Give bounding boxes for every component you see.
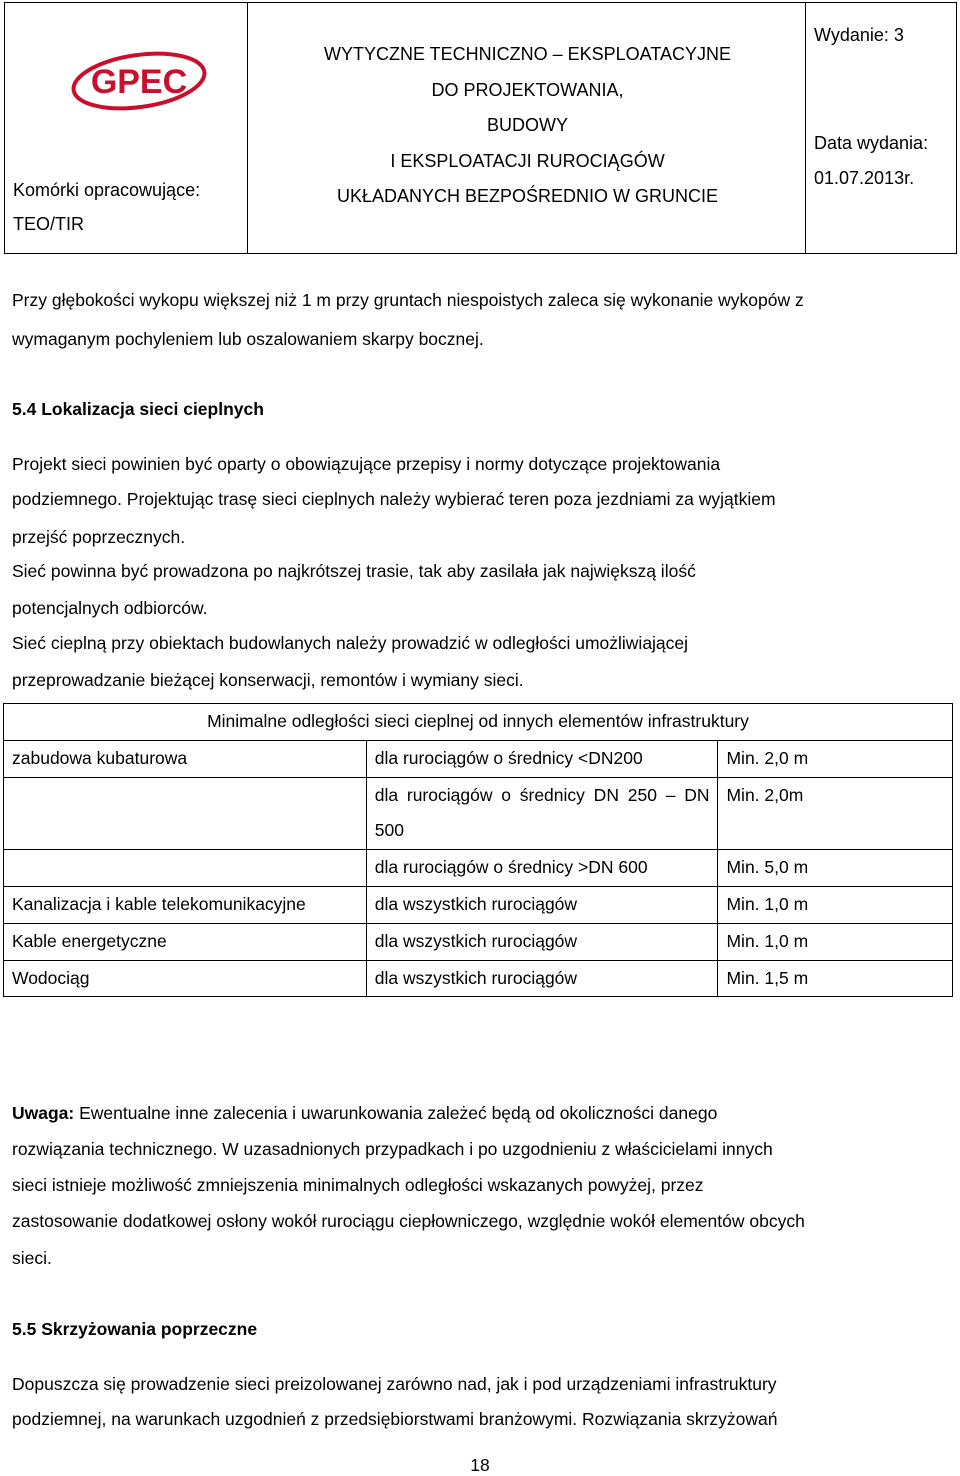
table-cell: Min. 1,5 m <box>718 960 953 997</box>
text-line: Projekt sieci powinien być oparty o obowiązujące przepisy i normy dotyczące projektowania <box>12 454 721 474</box>
paragraph-skrzyzowania <box>12 1367 949 1403</box>
text-line: sieci. <box>12 1248 52 1268</box>
header-title-cell <box>247 2 806 254</box>
table-cell <box>4 850 367 887</box>
table-row <box>4 850 953 887</box>
paragraph-siec <box>12 554 949 590</box>
komorki-value: TEO/TIR <box>13 214 84 234</box>
text-line: Sieć powinna być prowadzona po najkrótszej trasie, tak aby zasilała jak największą ilość <box>12 561 696 581</box>
title-line: BUDOWY <box>487 115 568 136</box>
section-heading-5-4: 5.4 Lokalizacja sieci cieplnych <box>12 399 264 419</box>
note-line-2 <box>12 1132 949 1168</box>
paragraph-projekt <box>12 447 949 483</box>
table-cell: Min. 2,0m <box>718 777 953 850</box>
text-line: Dopuszcza się prowadzenie sieci preizolowanej zarówno nad, jak i pod urządzeniami infrastruktury <box>12 1374 777 1394</box>
table-cell: dla wszystkich rurociągów <box>366 960 718 997</box>
title-line: DO PROJEKTOWANIA, <box>431 79 624 100</box>
note-label: Uwaga: <box>12 1103 75 1123</box>
text-line: podziemnego. Projektując trasę sieci cieplnych należy wybierać teren poza jezdniami za wyjątkiem <box>12 489 776 509</box>
table-cell: dla wszystkich rurociągów <box>366 886 718 923</box>
table-cell: Min. 1,0 m <box>718 886 953 923</box>
komorki-label: Komórki opracowujące: <box>13 180 201 200</box>
text-line <box>12 1096 949 1132</box>
page-number: 18 <box>470 1455 490 1475</box>
text-line: zastosowanie dodatkowej osłony wokół rurociągu ciepłowniczego, względnie wokół elementów obcych <box>12 1211 805 1231</box>
text-line: przeprowadzanie bieżącej konserwacji, remontów i wymiany sieci. <box>12 670 524 690</box>
wydanie: Wydanie: 3 <box>814 25 904 45</box>
table-row <box>4 740 953 777</box>
text-line: przejść poprzecznych. <box>12 527 186 547</box>
data-wydania-value: 01.07.2013r. <box>814 168 915 188</box>
table-cell: dla rurociągów o średnicy DN 250 – DN 500 <box>366 777 718 850</box>
table-cell: Kanalizacja i kable telekomunikacyjne <box>4 886 367 923</box>
note-paragraph <box>12 1096 949 1132</box>
table-row <box>4 886 953 923</box>
logo-text: GPEC <box>90 63 188 101</box>
data-wydania-label: Data wydania: <box>814 133 929 153</box>
note-line-4 <box>12 1204 949 1240</box>
text-line: rozwiązania technicznego. W uzasadnionych przypadkach i po uzgodnieniu z właścicielami innych <box>12 1139 773 1159</box>
table-cell: dla wszystkich rurociągów <box>366 923 718 960</box>
text-line: wymaganym pochyleniem lub oszalowaniem skarpy bocznej. <box>12 329 484 349</box>
table-cell: Min. 5,0 m <box>718 850 953 887</box>
paragraph-siec-cieplna <box>12 626 949 662</box>
table-cell: zabudowa kubaturowa <box>4 740 367 777</box>
paragraph-projekt-2 <box>12 482 949 518</box>
gpec-logo <box>69 47 209 121</box>
table-cell: Min. 2,0 m <box>718 740 953 777</box>
table-cell: Min. 1,0 m <box>718 923 953 960</box>
title-line: WYTYCZNE TECHNICZNO – EKSPLOATACYJNE <box>323 44 732 64</box>
document-header <box>4 2 956 254</box>
text-line: Przy głębokości wykopu większej niż 1 m przy gruntach niespoistych zaleca się wykonanie wykopów z <box>12 290 804 310</box>
header-right-cell <box>805 2 957 254</box>
paragraph-skrzyzowania-2 <box>12 1402 949 1438</box>
note-line-3 <box>12 1168 949 1204</box>
table-cell: dla rurociągów o średnicy <DN200 <box>366 740 718 777</box>
table-cell <box>4 777 367 850</box>
table-cell: Kable energetyczne <box>4 923 367 960</box>
document-title <box>248 37 807 215</box>
section-heading-5-5: 5.5 Skrzyżowania poprzeczne <box>12 1319 258 1339</box>
title-line: I EKSPLOATACJI RUROCIĄGÓW <box>390 150 665 171</box>
text-line: podziemnej, na warunkach uzgodnień z przedsiębiorstwami branżowymi. Rozwiązania skrzyżowań <box>12 1409 778 1429</box>
distances-table <box>3 703 953 997</box>
header-left-cell <box>4 2 248 254</box>
table-cell: Wodociąg <box>4 960 367 997</box>
table-row <box>4 777 953 850</box>
table-cell: dla rurociągów o średnicy >DN 600 <box>366 850 718 887</box>
note-text: Ewentualne inne zalecenia i uwarunkowania zależeć będą od okoliczności danego <box>74 1103 718 1123</box>
text-line: sieci istnieje możliwość zmniejszenia minimalnych odległości wskazanych powyżej, przez <box>12 1175 704 1195</box>
text-line: Sieć cieplną przy obiektach budowlanych należy prowadzić w odległości umożliwiającej <box>12 633 689 653</box>
paragraph-wykop <box>12 283 949 319</box>
text-line: potencjalnych odbiorców. <box>12 598 208 618</box>
table-title: Minimalne odległości sieci cieplnej od innych elementów infrastruktury <box>4 704 953 741</box>
table-header-row <box>4 704 953 741</box>
table-row <box>4 923 953 960</box>
table-row <box>4 960 953 997</box>
title-line: UKŁADANYCH BEZPOŚREDNIO W GRUNCIE <box>336 186 719 207</box>
